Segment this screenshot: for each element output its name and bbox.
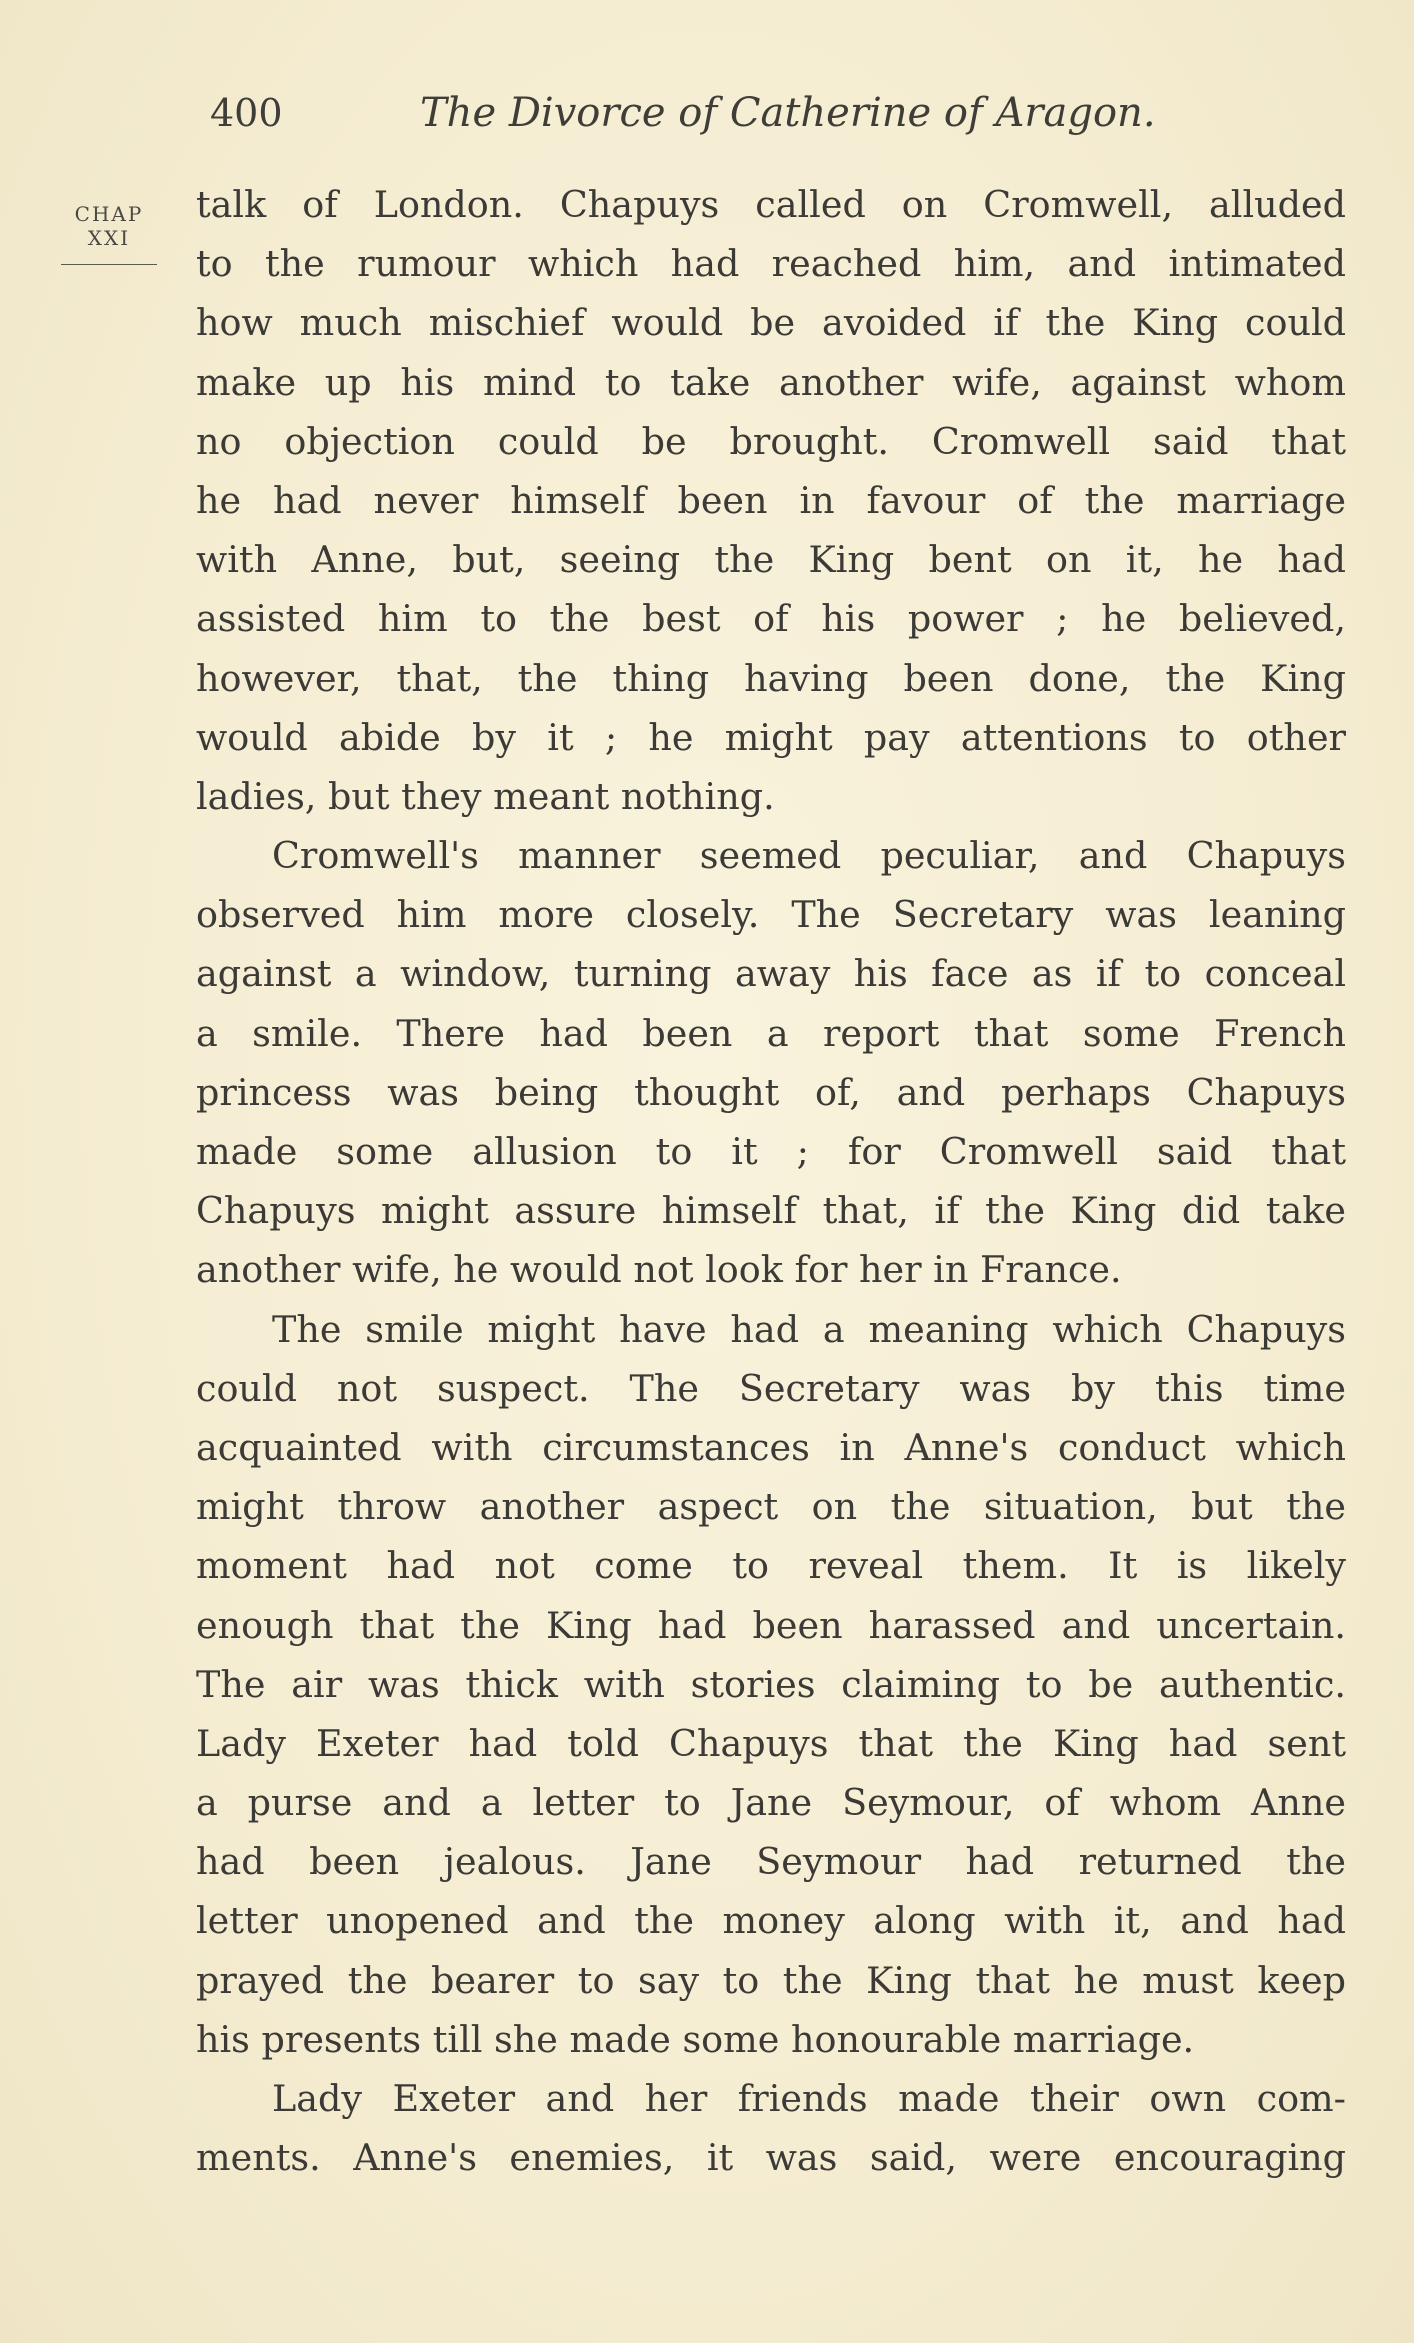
text-line: his presents till she made some honourable marriage.	[196, 2017, 1195, 2061]
text-line: Chapuys might assure himself that, if the King did take	[196, 1189, 1346, 1233]
text-line: assisted him to the best of his power ; he believed,	[196, 597, 1346, 641]
text-line: had been jealous. Jane Seymour had returned the	[196, 1840, 1346, 1884]
text-line: Lady Exeter had told Chapuys that the King had sent	[196, 1721, 1346, 1765]
text-line: enough that the King had been harassed and uncertain.	[196, 1603, 1346, 1647]
text-line: Lady Exeter and her friends made their own com-	[272, 2077, 1346, 2120]
text-line: The smile might have had a meaning which Chapuys	[272, 1307, 1346, 1351]
text-line: with Anne, but, seeing the King bent on it, he had	[196, 538, 1346, 582]
text-line: ments. Anne's enemies, it was said, were encouraging	[196, 2136, 1346, 2180]
text-line: a purse and a letter to Jane Seymour, of whom Anne	[196, 1781, 1346, 1825]
chapter-margin-note	[60, 202, 158, 265]
text-line: observed him more closely. The Secretary was leaning	[196, 893, 1346, 937]
text-line: prayed the bearer to say to the King that he must keep	[196, 1958, 1346, 2002]
text-line: however, that, the thing having been done, the King	[196, 656, 1346, 700]
chapter-label: CHAP	[74, 202, 144, 226]
text-line: acquainted with circumstances in Anne's conduct which	[196, 1425, 1346, 1469]
text-line: against a window, turning away his face as if to conceal	[196, 952, 1346, 996]
text-line: might throw another aspect on the situation, but the	[196, 1485, 1346, 1529]
margin-rule	[61, 264, 157, 265]
text-line: would abide by it ; he might pay attentions to other	[196, 715, 1346, 759]
text-line: princess was being thought of, and perhaps Chapuys	[196, 1070, 1346, 1114]
text-line: made some allusion to it ; for Cromwell said that	[196, 1130, 1346, 1173]
running-head	[198, 78, 1198, 148]
text-line: letter unopened and the money along with it, and had	[196, 1899, 1346, 1943]
text-line: no objection could be brought. Cromwell said that	[196, 419, 1346, 463]
body-text	[196, 175, 1346, 2187]
text-line: make up his mind to take another wife, against whom	[196, 360, 1346, 404]
text-line: Cromwell's manner seemed peculiar, and Chapuys	[272, 834, 1346, 878]
text-line: another wife, he would not look for her in France.	[196, 1248, 1122, 1292]
text-line: The air was thick with stories claiming to be authentic.	[196, 1662, 1346, 1706]
text-line: how much mischief would be avoided if the King could	[196, 301, 1346, 345]
text-line: he had never himself been in favour of the marriage	[196, 478, 1346, 522]
text-line: talk of London. Chapuys called on Cromwell, alluded	[196, 183, 1346, 226]
text-line: to the rumour which had reached him, and intimated	[196, 242, 1346, 286]
text-line: moment had not come to reveal them. It is likely	[196, 1544, 1346, 1588]
text-line: could not suspect. The Secretary was by this time	[196, 1366, 1346, 1410]
page-number: 400	[210, 91, 283, 135]
text-line: ladies, but they meant nothing.	[196, 774, 775, 818]
text-line: a smile. There had been a report that some French	[196, 1011, 1346, 1055]
chapter-number: XXI	[87, 226, 131, 250]
running-title: The Divorce of Catherine of Aragon.	[420, 90, 1156, 136]
